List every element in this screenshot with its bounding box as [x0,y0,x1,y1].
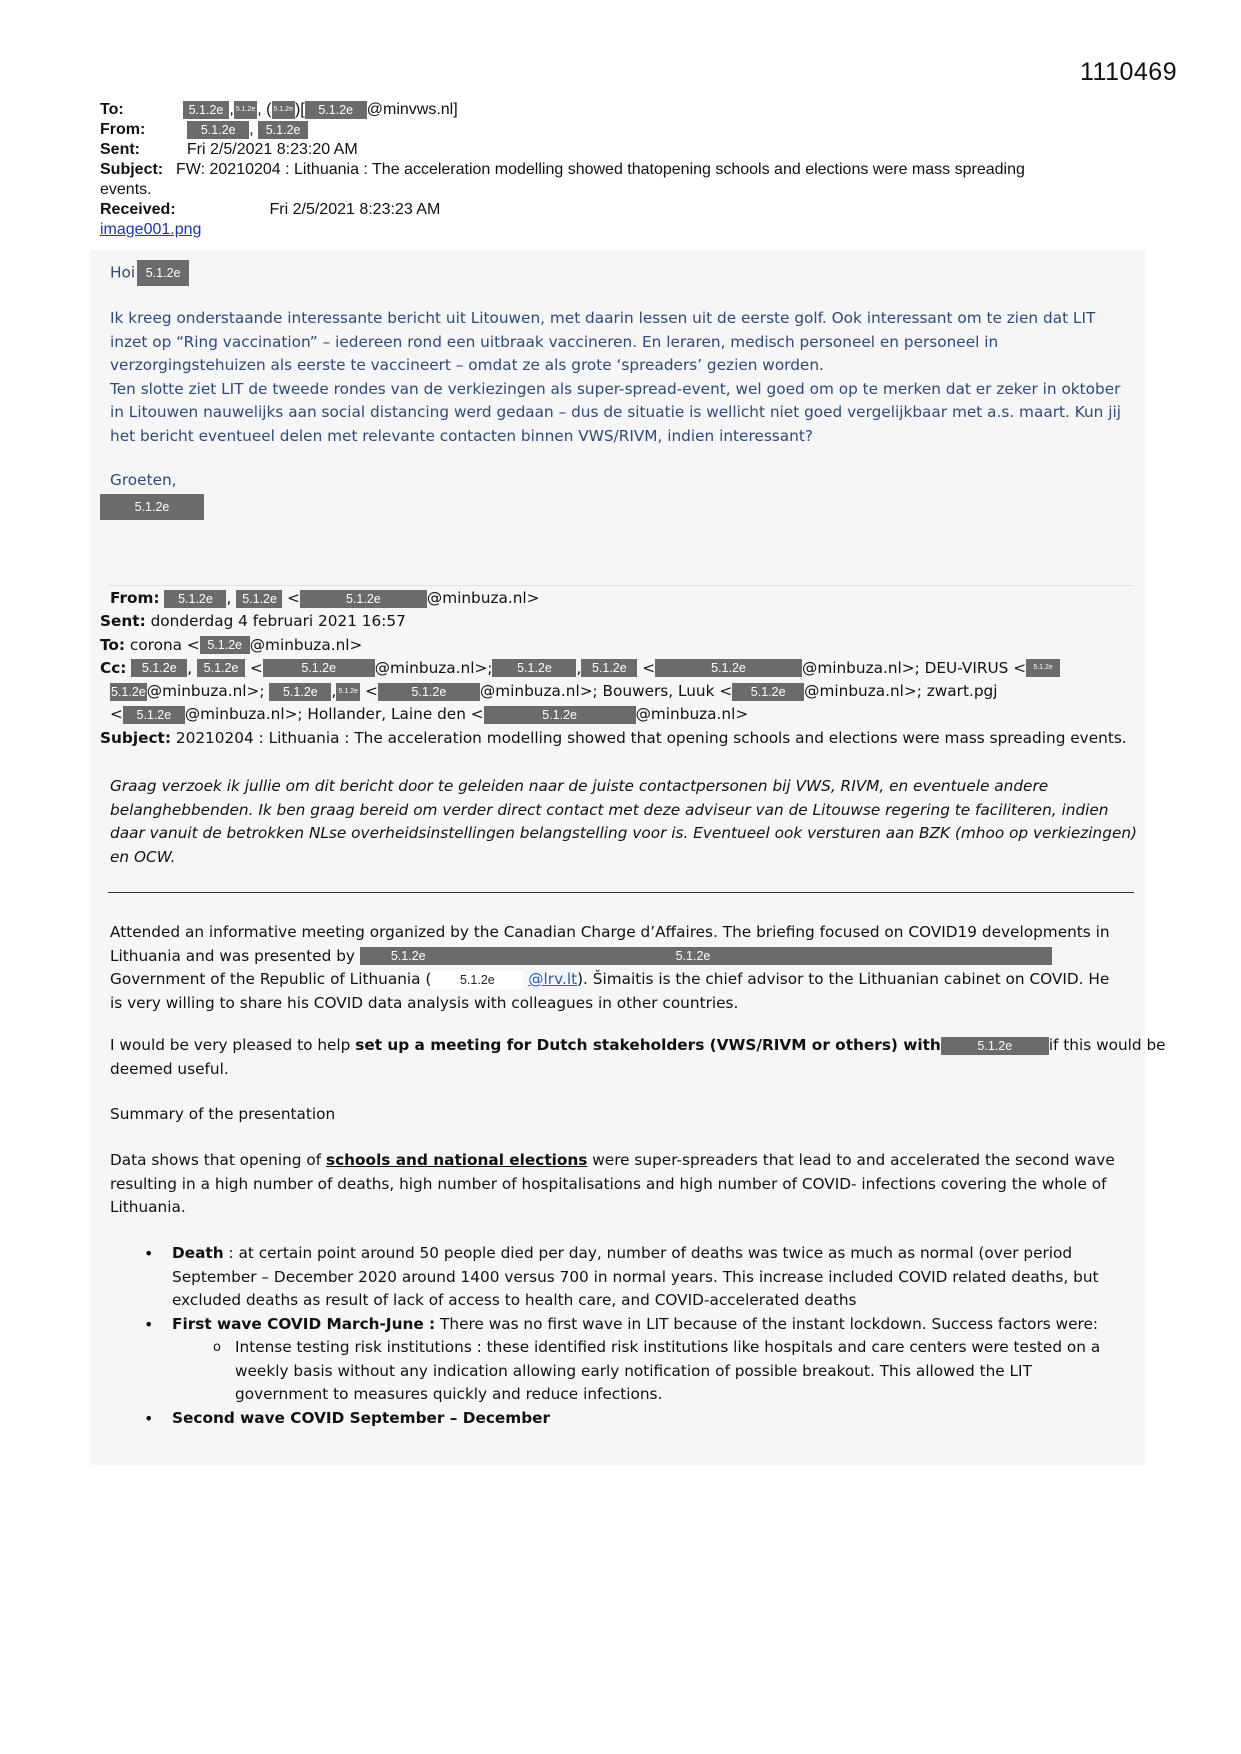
text: @minbuza.nl>; Bouwers, Luuk < [479,682,733,701]
fwd-subject-value: 20210204 : Lithuania : The acceleration modelling showed that opening schools and elections were mass spreading events. [175,728,1127,747]
document-number: 1110469 [1080,58,1178,86]
fwd-subject-label: Subject: [100,728,171,747]
text-line [110,1149,1150,1173]
redaction-label: 5.1.2e [390,949,426,963]
text-line: verzorgingstehuizen als eerste te vaccineert – omdat ze als grote ‘spreaders’ gezien worden. [110,356,824,374]
text-line: daar vanuit de betrokken NLse overheidsinstellingen belangstelling voor is. Eventueel ook versturen aan BZK (mhoo op verkiezingen) [110,824,1138,842]
text: @minbuza.nl>; [146,682,265,701]
redaction: 5.1.2e [197,659,245,677]
fwd-to-value: corona < [129,635,200,654]
redaction-label: 5.1.2e [675,949,711,963]
redaction: 5.1.2e [131,659,187,677]
redaction: 5.1.2e [941,1037,1049,1055]
text: Data shows that opening of [110,1151,326,1169]
redaction: 5.1.2e [263,659,375,677]
divider [108,585,1134,586]
fwd-sent-row [100,610,1160,633]
bold-text: Second wave COVID September – December [172,1408,551,1427]
sub-list-item [172,1336,1150,1407]
from-label: From: [100,121,146,138]
fwd-to-label: To: [100,635,126,654]
fwd-from-label: From: [110,589,160,607]
list-item [110,1242,1150,1313]
request-paragraph [110,775,1150,869]
list-item [110,1313,1150,1407]
fwd-from-domain: @minbuza.nl> [426,589,540,607]
text-line: deemed useful. [110,1059,229,1078]
fwd-to-domain: @minbuza.nl> [249,635,363,654]
text-line: het bericht eventueel delen met relevante contacten binnen VWS/RIVM, indien interessant? [110,426,813,445]
text-line: resulting in a high number of deaths, high number of hospitalisations and high number of COVID- infections covering the whole of [110,1174,1107,1193]
received-value: Fri 2/5/2021 8:23:23 AM [269,201,441,218]
text-line [110,945,1150,969]
redaction: 5.1.2e [269,683,331,701]
text-line: Lithuania. [110,1198,186,1216]
attachment-link[interactable]: image001.png [100,221,202,238]
bold-text: set up a meeting for Dutch stakeholders (VWS/RIVM or others) with [355,1036,941,1054]
closing: Groeten, [110,471,177,489]
text-line: Ik kreeg onderstaande interessante bericht uit Litouwen, met daarin lessen uit de eerste golf. Ook interessant om te zien dat LIT [110,309,1096,327]
report-paragraph-1 [110,921,1150,1015]
summary-title: Summary of the presentation [110,1105,336,1123]
text: if this would be [1048,1036,1166,1054]
text-line: is very willing to share his COVID data analysis with colleagues in other countries. [110,993,739,1012]
redaction: 5.1.2e [655,659,802,677]
text-line: belanghebbenden. Ik ben graag bereid om verder direct contact met deze adviseur van de Litouwse regering te faciliteren, indien [110,800,1109,819]
text: Government of the Republic of Lithuania ( [110,970,432,988]
report-paragraph-2 [110,1034,1166,1081]
forwarded-header [100,587,1160,750]
fwd-to-row [100,634,1160,657]
received-row [100,200,1160,220]
redaction: 5.1.2e [258,121,308,139]
redaction: 5.1.2e [137,260,189,286]
redaction: 5.1.2e [732,683,804,701]
redaction: 5.1.2e [300,590,427,608]
sent-label: Sent: [100,141,140,158]
text: @minbuza.nl>; DEU-VIRUS < [802,658,1027,677]
redaction: 5.1.2e [236,590,282,608]
text-line: weekly basis without any indication allowing early notification of possible breakout. This allowed the LIT [235,1361,1032,1380]
redaction [360,947,1052,965]
text: There was no first wave in LIT because of the instant lockdown. Success factors were: [435,1314,1099,1333]
redaction: 5.1.2e [272,101,295,119]
text-line: inzet op “Ring vaccination” – iedereen rond een uitbraak vaccineren. En leraren, medisch personeel en personeel in [110,332,999,351]
redaction: 5.1.2e [1026,659,1060,677]
signature-row [100,494,204,520]
redaction: 5.1.2e [164,590,226,608]
text-line: Graag verzoek ik jullie om dit bericht door te geleiden naar de juiste contactpersonen bij VWS, RIVM, en eventuele andere [110,777,1049,795]
redaction: 5.1.2e [336,683,360,701]
redaction: 5.1.2e [431,971,523,989]
text-line: en OCW. [110,847,176,866]
report-paragraph-3 [110,1149,1150,1220]
bold-text: Death [172,1244,224,1262]
email-link[interactable]: @lrv.lt [528,970,578,988]
text: were super-spreaders that lead to and accelerated the second wave [587,1151,1115,1169]
redaction: 5.1.2e [492,659,576,677]
subject-row [100,160,1160,180]
bold-text: First wave COVID March-June : [172,1314,436,1333]
fwd-cc-row-1: Cc: 5.1.2e , 5.1.2e < 5.1.2e @minbuza.nl>; 5.1.2e , 5.1.2e < 5.1.2e @minbuza.nl>; DEU-VIRUS < 5.1.2e [100,657,1160,680]
sent-row [100,140,1160,160]
section-divider [108,892,1134,893]
text: I would be very pleased to help [110,1036,356,1054]
redaction: 5.1.2e [187,121,249,139]
text: Lithuania and was presented by [110,946,355,965]
fwd-cc-row-3: < 5.1.2e @minbuza.nl>; Hollander, Laine den < 5.1.2e @minbuza.nl> [110,705,749,724]
redaction: 5.1.2e [200,636,250,654]
greeting: Hoi [110,263,136,282]
redaction: 5.1.2e [378,683,480,701]
fwd-cc-row-2: 5.1.2e@minbuza.nl>; 5.1.2e , 5.1.2e < 5.1.2e @minbuza.nl>; Bouwers, Luuk < 5.1.2e @minbuza.nl>; zwart.pgj [111,682,998,701]
sent-value: Fri 2/5/2021 8:23:20 AM [186,141,358,158]
fwd-from-row: From: 5.1.2e , 5.1.2e < 5.1.2e @minbuza.nl> [110,589,540,607]
to-label: To: [100,101,124,118]
greeting-row [110,260,189,286]
list-item [110,1407,1150,1431]
text-line: government to measures quickly and reduce infections. [235,1385,663,1403]
text-line [110,1034,1166,1058]
text-line: September – December 2020 around 1400 versus 700 in normal years. This increase included COVID related deaths, but [172,1267,1099,1286]
to-domain: @minvws.nl] [366,101,458,118]
redaction: 5.1.2e [484,706,636,724]
fwd-cc-label: Cc: [100,658,127,677]
text: @minbuza.nl>; zwart.pgj [804,682,998,701]
subject-label: Subject: [100,161,164,178]
text-line [110,968,1150,992]
text-line: excluded deaths as result of lack of access to health care, and COVID-accelerated deaths [172,1291,857,1309]
text-line: o Intense testing risk institutions : these identified risk institutions like hospitals and care centers were tested on a [235,1338,1101,1356]
bullet-list [110,1242,1150,1430]
redaction: 5.1.2e [111,684,146,699]
text-line: in Litouwen nauwelijks aan social distancing werd gedaan – dus de situatie is wellicht niet goed vergelijkbaar met a.s. maart. Kun jij [110,403,1121,421]
received-label: Received: [100,201,176,218]
fwd-sent-value: donderdag 4 februari 2021 16:57 [150,612,406,631]
underlined-text: schools and national elections [325,1151,588,1169]
text: @minbuza.nl>; [374,658,493,677]
fwd-sent-label: Sent: [100,612,146,631]
text: @minbuza.nl>; Hollander, Laine den < [184,705,484,724]
text: : at certain point around 50 people died per day, number of deaths was twice as much as normal (over period [223,1244,1073,1262]
email-header [100,100,1160,240]
redaction: 5.1.2e [305,101,367,119]
subject-continued: events. [100,181,152,198]
redaction: 5.1.2e [100,494,204,520]
subject-value: FW: 20210204 : Lithuania : The acceleration modelling showed thatopening schools and elections were mass spreading [176,161,1025,178]
text-line: Attended an informative meeting organized by the Canadian Charge d’Affaires. The briefing focused on COVID19 developments in [110,923,1110,941]
redaction: 5.1.2e [581,659,637,677]
to-row: To: 5.1.2e , 5.1.2e , ( 5.1.2e )[ 5.1.2e @minvws.nl] [100,101,458,118]
redaction: 5.1.2e [234,101,257,119]
fwd-subject-row [100,727,1160,750]
redaction: 5.1.2e [183,101,230,119]
message-paragraph [110,307,1150,448]
text: ). Šimaitis is the chief advisor to the Lithuanian cabinet on COVID. He [577,970,1110,988]
from-row: From: 5.1.2e , 5.1.2e [100,120,1160,140]
text: @minbuza.nl> [635,705,749,724]
text-line: Ten slotte ziet LIT de tweede rondes van de verkiezingen als super-spread-event, wel goed om op te merken dat er zeker in oktober [110,379,1121,398]
redaction: 5.1.2e [123,706,185,724]
